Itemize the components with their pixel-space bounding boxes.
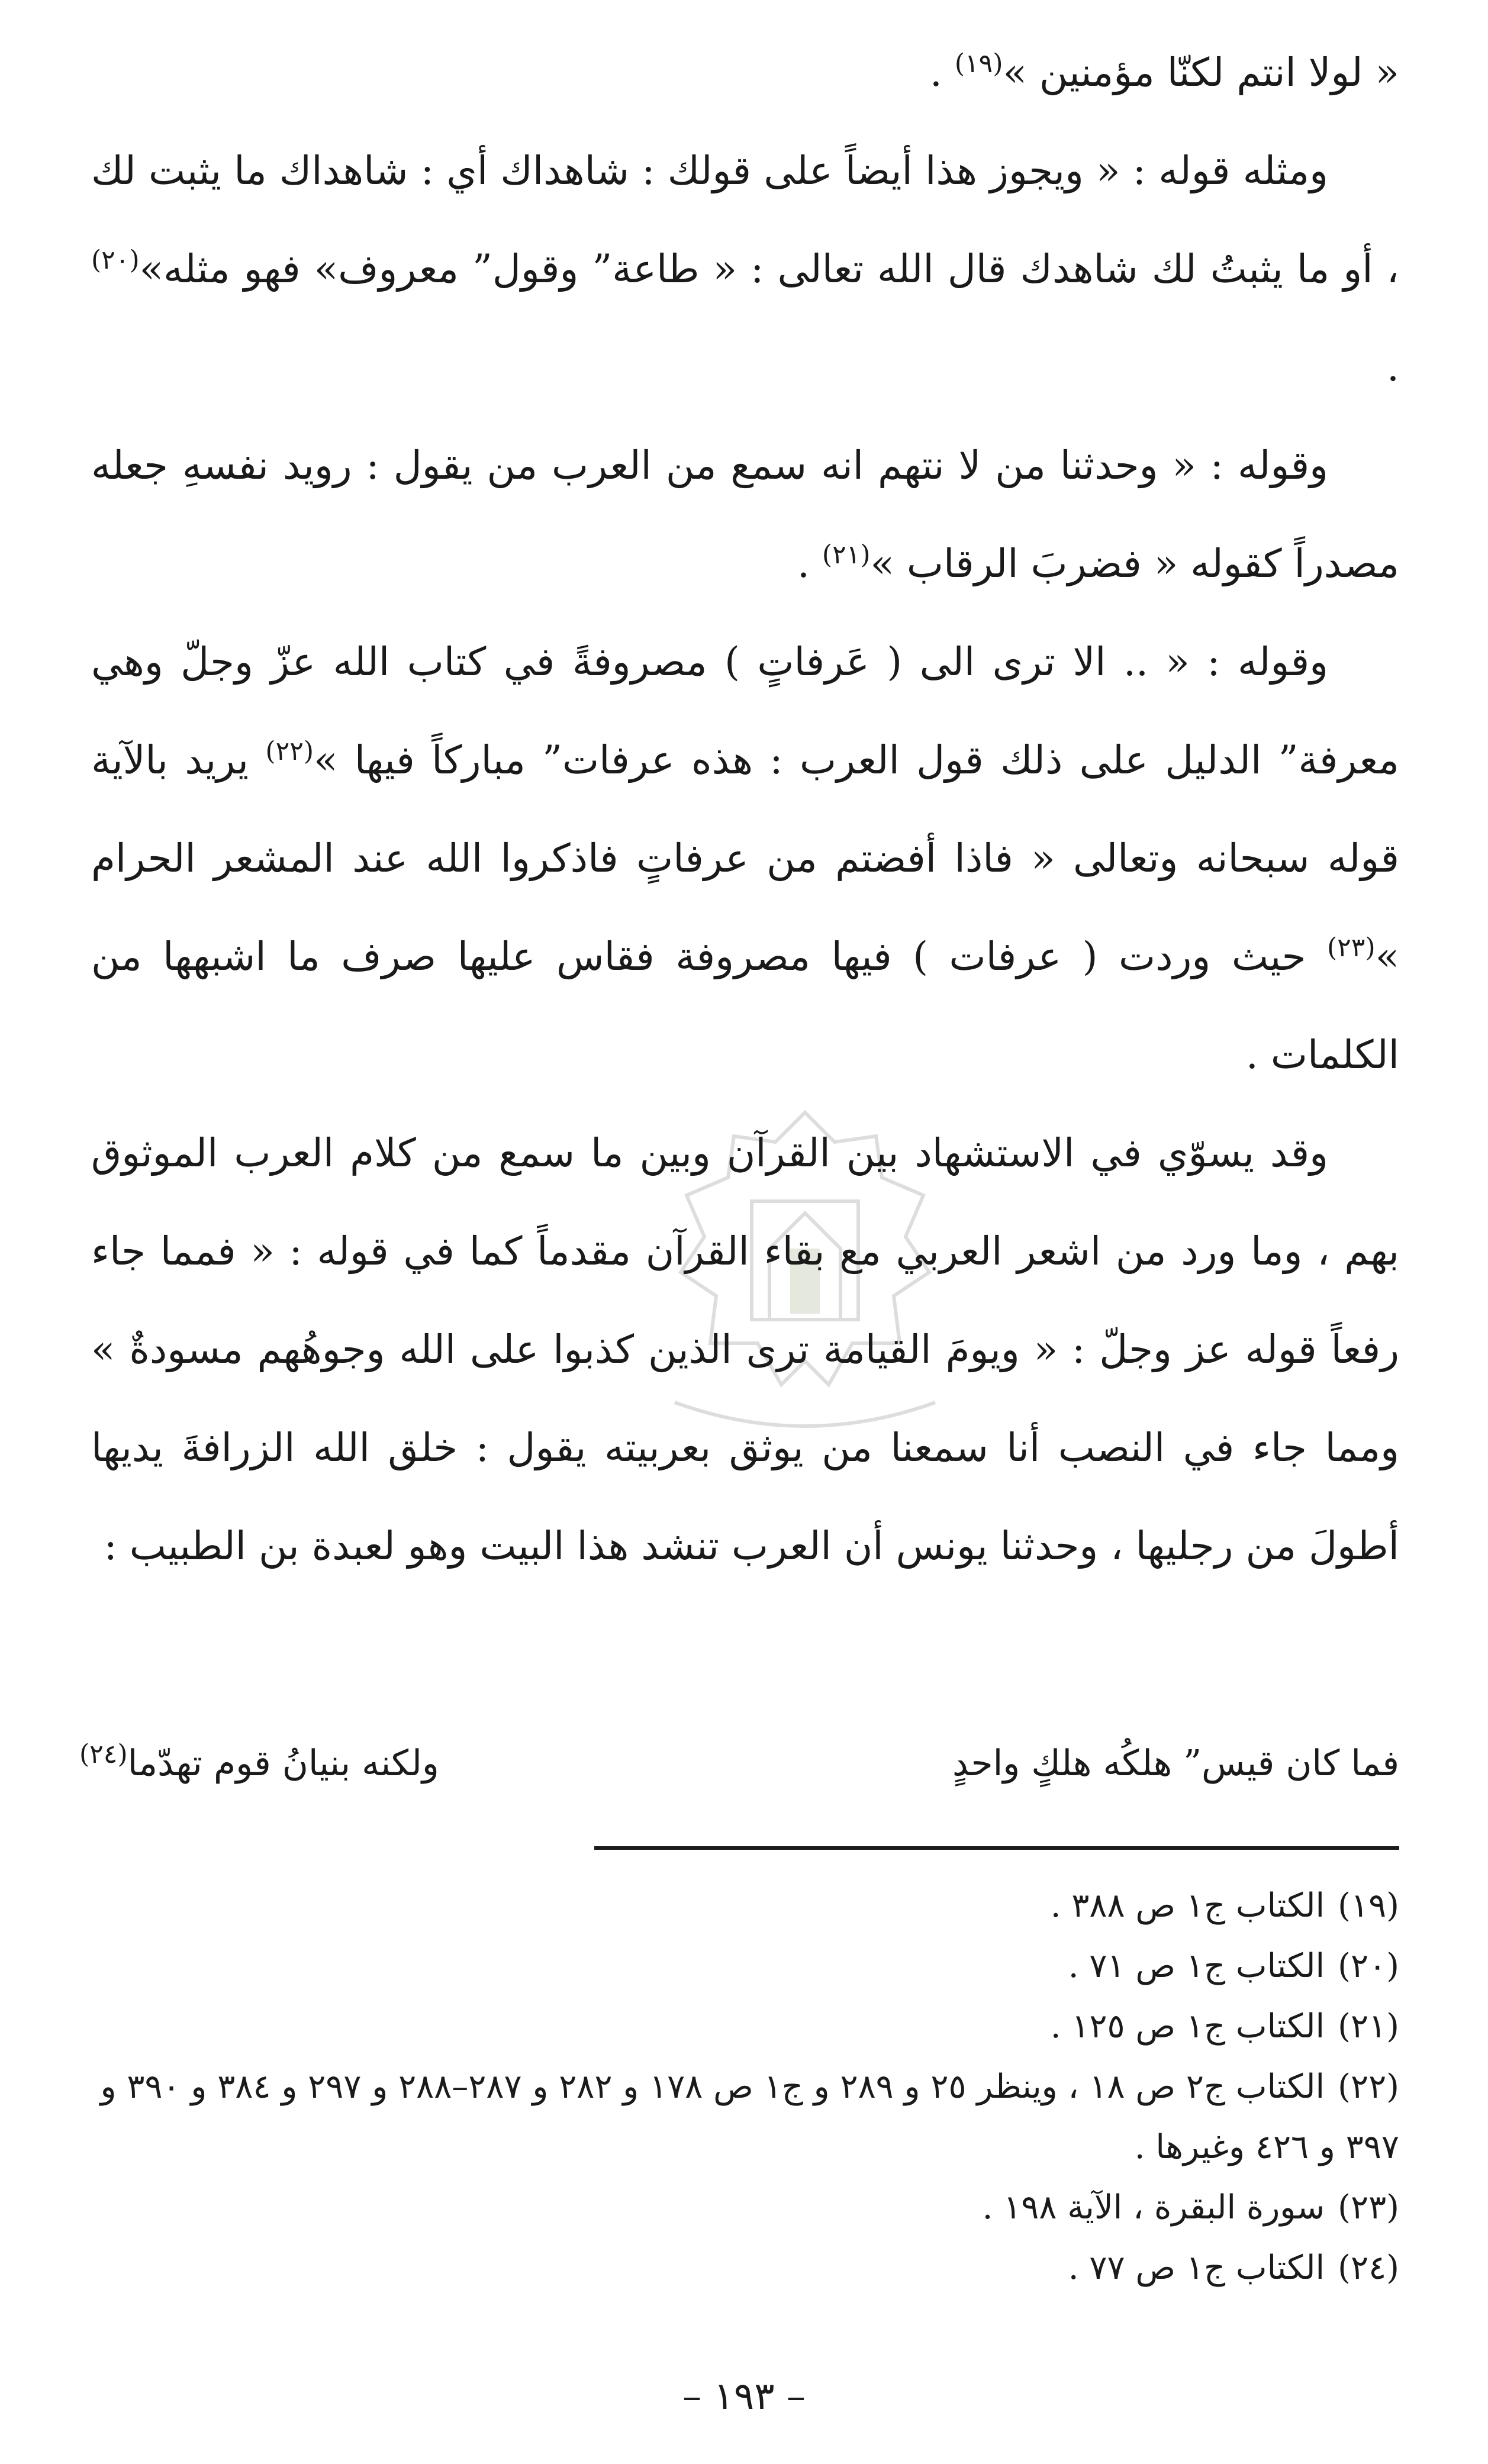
paragraph-3: وقوله : « وحدثنا من لا نتهم انه سمع من العرب من يقول : رويد نفسهِ جعله مصدراً كقوله « فضربَ الرقاب »$^{(٢١)}$ . [91,443,1399,586]
paragraph-4: وقوله : « .. الا ترى الى ( عَرفاتٍ ) مصروفةً في كتاب الله عزّ وجلّ وهي معرفة” الدليل على ذلك قول العرب : هذه عرفات” مباركاً فيها »$^{(٢٢)}$ يريد بالآية قوله سبحانه وتعالى « فاذا أفضتم من عرفاتٍ فاذكروا الله عند المشعر الحرام »$^{(٢٣)}$ حيث وردت ( عرفات ) فيها مصروفة فقاس عليها صرف ما اشبهها من الكلمات . [91,639,1399,1078]
footnote-20: (٢٠)الكتاب ج١ ص ٧١ . [1068,1947,1399,1985]
footnote-19: (١٩)الكتاب ج١ ص ٣٨٨ . [1050,1886,1399,1925]
footnote-23: (٢٣)سورة البقرة ، الآية ١٩٨ . [982,2188,1399,2227]
poetry-verse [79,1728,1399,1799]
page-number: – ١٩٣ – [682,2375,806,2418]
footnotes [67,1876,1399,2298]
verse-second-hemistich: ولكنه بنيانُ قوم تهدّما$^{(٢٤)}$ [79,1739,439,1784]
paragraph-1: « لولا انتم لكنّا مؤمنين »$^{(١٩)}$ . [929,49,1399,95]
main-text [91,24,1399,1595]
footnote-separator [594,1846,1399,1850]
paragraph-2: ومثله قوله : « ويجوز هذا أيضاً على قولك : شاهداك أي : شاهداك ما يثبت لك ، أو ما يثبتُ لك شاهدك قال الله تعالى : « طاعة” وقول” معروف» فهو مثله»$^{(٢٠)}$ . [91,148,1399,390]
paragraph-5: وقد يسوّي في الاستشهاد بين القرآن وبين ما سمع من كلام العرب الموثوق بهم ، وما ورد من اشعر العربي مع بقاء القرآن مقدماً كما في قوله : « فمما جاء رفعاً قوله عز وجلّ : « ويومَ القيامة ترى الذين كذبوا على الله وجوهُهم مسودةٌ » ومما جاء في النصب أنا سمعنا من يوثق بعربيته يقول : خلق الله الزرافةَ يديها أطولَ من رجليها ، وحدثنا يونس أن العرب تنشد هذا البيت وهو لعبدة بن الطبيب : [91,1130,1399,1569]
footnote-ref-23[interactable]: (٢٣) [1327,933,1376,963]
footnote-ref-21[interactable]: (٢١) [822,540,871,570]
footnote-ref-22[interactable]: (٢٢) [265,736,314,766]
footnote-ref-20[interactable]: (٢٠) [91,245,140,275]
footnote-22: (٢٢)الكتاب ج٢ ص ١٨ ، وينظر ٢٥ و ٢٨٩ و ج١ ص ١٧٨ و ٢٨٢ و ٢٨٧–٢٨٨ و ٢٩٧ و ٣٨٤ و ٣٩٠ و ٣٩٧ و ٤٢٦ وغيرها . [100,2068,1399,2166]
verse-first-hemistich: فما كان قيس” هلكُه هلكٍ واحدٍ [952,1743,1399,1784]
footnote-24: (٢٤)الكتاب ج١ ص ٧٧ . [1068,2249,1399,2287]
footnote-21: (٢١)الكتاب ج١ ص ١٢٥ . [1050,2007,1399,2046]
footnote-ref-24[interactable]: (٢٤) [79,1739,128,1769]
footnote-ref-19[interactable]: (١٩) [954,49,1003,79]
